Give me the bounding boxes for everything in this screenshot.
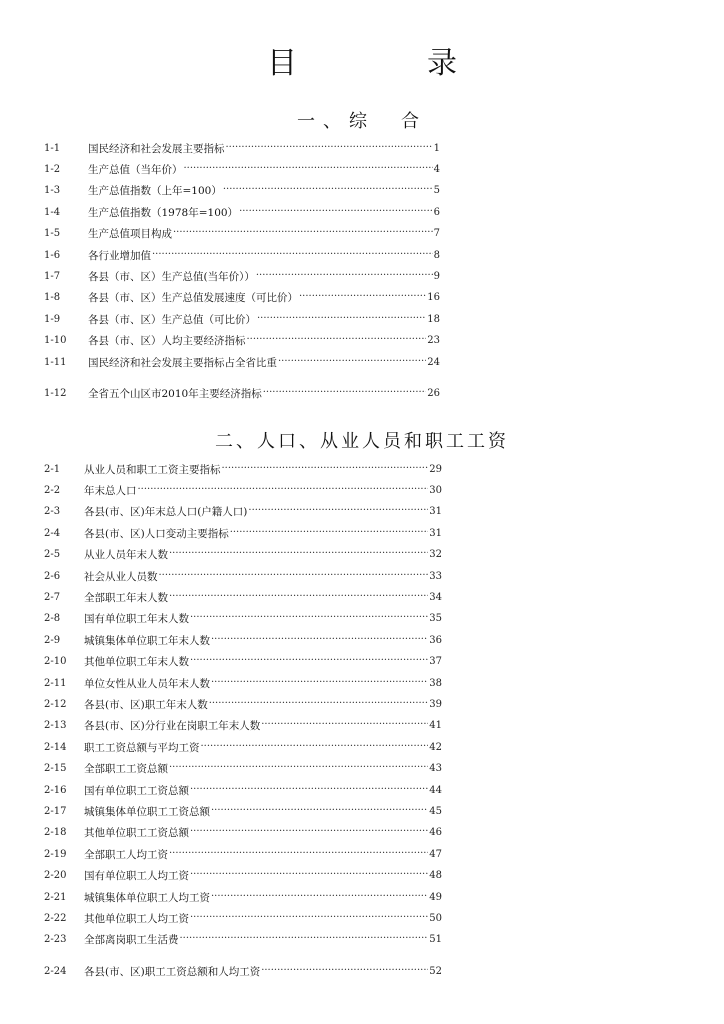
toc-dot-leader [209,698,429,712]
toc-entry[interactable] [44,887,442,908]
toc-dot-leader [173,227,433,241]
toc-entry-number: 1-10 [44,335,67,347]
toc-dot-leader [257,313,426,327]
toc-entry-page: 50 [429,912,442,924]
toc-entry-number: 1-4 [44,206,61,218]
toc-entry-title: 国民经济和社会发展主要指标占全省比重 [88,356,277,369]
toc-entry-title: 国民经济和社会发展主要指标 [88,142,225,155]
toc-dot-leader [226,142,433,156]
toc-entry[interactable] [44,780,442,801]
toc-dot-leader [239,206,433,220]
toc-entry-page: 6 [433,206,440,218]
toc-entry-page: 7 [433,228,440,240]
toc-entry-number: 1-11 [44,356,67,368]
toc-entry-title: 各行业增加值 [88,249,151,262]
toc-dot-leader [223,184,433,198]
toc-entry-page: 16 [427,292,440,304]
toc-entry-number: 2-4 [44,527,61,539]
toc-entry[interactable] [44,961,442,982]
toc-entry-number: 2-20 [44,870,67,882]
toc-entry-title: 城镇集体单位职工工资总额 [84,805,210,818]
toc-entry[interactable] [44,587,442,608]
toc-entry-number: 2-9 [44,634,61,646]
toc-entry[interactable] [44,309,440,330]
toc-dot-leader [299,291,426,305]
toc-entry[interactable] [44,801,442,822]
toc-entry-number: 1-9 [44,313,61,325]
toc-dot-leader [248,505,428,519]
toc-entry[interactable] [44,609,442,630]
toc-dot-leader [211,891,428,905]
toc-entry[interactable] [44,673,442,694]
toc-entry[interactable] [44,352,440,373]
toc-entry-title: 社会从业人员数 [84,570,158,583]
toc-entry-number: 2-22 [44,912,67,924]
toc-entry-number: 2-16 [44,784,67,796]
toc-entry-title: 从业人员和职工工资主要指标 [84,463,221,476]
toc-entry-page: 30 [429,485,442,497]
toc-entry-number: 1-2 [44,164,61,176]
toc-entry-number: 2-5 [44,549,61,561]
toc-entry-page: 24 [427,356,440,368]
toc-dot-leader [261,719,428,733]
toc-entry-title: 国有单位职工工资总额 [84,784,189,797]
toc-entry-title: 城镇集体单位职工人均工资 [84,891,210,904]
toc-entry-number: 2-10 [44,656,67,668]
toc-entry-page: 34 [429,592,442,604]
toc-entry-number: 1-1 [44,142,61,154]
toc-list-general [44,138,440,405]
toc-dot-leader [138,484,429,498]
toc-entry-number: 1-12 [44,387,67,399]
section-heading-general: 一、综 合 [297,111,427,132]
toc-entry-number: 1-5 [44,228,61,240]
toc-entry-title: 国有单位职工年末人数 [84,613,189,626]
toc-entry-page: 38 [429,677,442,689]
toc-entry[interactable] [44,224,440,245]
toc-entry-number: 2-12 [44,698,67,710]
toc-entry-number: 2-24 [44,965,67,977]
toc-entry[interactable] [44,566,442,587]
toc-entry-page: 43 [429,763,442,775]
toc-dot-leader [190,612,428,626]
toc-entry[interactable] [44,844,442,865]
toc-entry[interactable] [44,502,442,523]
toc-entry-page: 31 [429,506,442,518]
toc-dot-leader [211,677,428,691]
toc-entry-number: 1-8 [44,292,61,304]
toc-dot-leader [169,762,428,776]
toc-dot-leader [159,570,429,584]
section-heading-population: 二、人口、从业人员和职工工资 [215,431,509,452]
toc-dot-leader [222,463,429,477]
toc-entry-title: 各县(市、区)职工工资总额和人均工资 [84,965,261,978]
toc-entry-number: 2-11 [44,677,67,689]
toc-entry-title: 生产总值项目构成 [88,228,172,241]
toc-entry-page: 4 [433,164,440,176]
toc-entry-number: 2-23 [44,934,67,946]
toc-entry-page: 39 [429,698,442,710]
toc-dot-leader [190,869,428,883]
toc-entry-page: 29 [429,463,442,475]
toc-entry-page: 31 [429,527,442,539]
toc-entry[interactable] [44,930,442,951]
toc-entry-number: 2-6 [44,570,61,582]
toc-entry-page: 37 [429,656,442,668]
toc-entry-title: 全省五个山区市2010年主要经济指标 [88,387,262,400]
toc-entry-title: 各县(市、区)人口变动主要指标 [84,527,229,540]
toc-entry-title: 城镇集体单位职工年末人数 [84,634,210,647]
toc-dot-leader [278,356,426,370]
toc-entry-title: 各县（市、区）生产总值发展速度（可比价） [88,292,298,305]
page-title: 目 录 [267,46,507,81]
toc-entry-number: 2-3 [44,506,61,518]
toc-entry-page: 51 [429,934,442,946]
toc-entry-page: 48 [429,870,442,882]
toc-entry-page: 44 [429,784,442,796]
toc-entry-page: 33 [429,570,442,582]
toc-entry-title: 职工工资总额与平均工资 [84,741,200,754]
toc-dot-leader [247,334,427,348]
toc-entry-number: 2-15 [44,763,67,775]
toc-dot-leader [190,912,428,926]
toc-entry-page: 8 [433,249,440,261]
toc-entry-page: 18 [427,313,440,325]
toc-entry-page: 26 [427,387,440,399]
toc-entry-title: 各县(市、区)分行业在岗职工年末人数 [84,720,261,733]
toc-dot-leader [263,387,427,401]
toc-entry[interactable] [44,823,442,844]
toc-entry-number: 2-1 [44,463,61,475]
toc-list-population [44,459,442,982]
toc-entry[interactable] [44,908,442,929]
toc-dot-leader [190,784,428,798]
toc-entry-number: 2-8 [44,613,61,625]
toc-entry-page: 9 [433,271,440,283]
toc-entry-title: 其他单位职工年末人数 [84,656,189,669]
toc-entry-number: 2-18 [44,827,67,839]
toc-entry-number: 1-3 [44,185,61,197]
toc-entry[interactable] [44,459,442,480]
toc-entry-page: 45 [429,805,442,817]
toc-entry-title: 全部职工工资总额 [84,763,168,776]
toc-entry-title: 各县（市、区）生产总值(当年价）） [88,271,255,284]
toc-dot-leader [230,527,429,541]
toc-entry[interactable] [44,480,442,501]
toc-entry-number: 2-13 [44,720,67,732]
toc-entry-page: 32 [429,549,442,561]
toc-dot-leader [211,634,428,648]
toc-entry[interactable] [44,181,440,202]
toc-entry-page: 42 [429,741,442,753]
toc-dot-leader [256,270,433,284]
toc-entry-title: 全部职工人均工资 [84,848,168,861]
toc-entry-number: 2-17 [44,805,67,817]
toc-entry[interactable] [44,716,442,737]
toc-entry-title: 全部离岗职工生活费 [84,934,179,947]
toc-dot-leader [169,591,428,605]
toc-entry[interactable] [44,159,440,180]
toc-entry-title: 从业人员年末人数 [84,549,168,562]
toc-entry[interactable] [44,694,442,715]
toc-entry[interactable] [44,331,440,352]
toc-entry-title: 各县(市、区)年末总人口(户籍人口) [84,506,248,519]
toc-entry-number: 2-14 [44,741,67,753]
toc-entry[interactable] [44,523,442,544]
toc-entry-title: 国有单位职工人均工资 [84,870,189,883]
toc-entry-page: 35 [429,613,442,625]
toc-entry-number: 2-19 [44,848,67,860]
toc-entry-page: 47 [429,848,442,860]
toc-entry-title: 生产总值（当年价） [88,164,183,177]
toc-entry-title: 单位女性从业人员年末人数 [84,677,210,690]
toc-entry-title: 其他单位职工工资总额 [84,827,189,840]
toc-entry-title: 全部职工年末人数 [84,592,168,605]
toc-entry-number: 2-2 [44,485,61,497]
toc-dot-leader [169,548,428,562]
toc-entry[interactable] [44,652,442,673]
toc-entry-title: 各县（市、区）人均主要经济指标 [88,335,246,348]
toc-entry-page: 1 [433,142,440,154]
toc-entry-page: 23 [427,335,440,347]
toc-entry[interactable] [44,288,440,309]
toc-entry-number: 1-7 [44,271,61,283]
toc-entry[interactable] [44,245,440,266]
toc-entry-page: 52 [429,965,442,977]
toc-entry-number: 2-21 [44,891,67,903]
toc-entry[interactable] [44,630,442,651]
toc-dot-leader [190,655,428,669]
toc-dot-leader [152,249,433,263]
toc-entry-title: 其他单位职工人均工资 [84,912,189,925]
toc-entry-page: 49 [429,891,442,903]
toc-dot-leader [169,848,428,862]
toc-entry-title: 生产总值指数（1978年=100） [88,206,239,219]
toc-entry[interactable] [44,138,440,159]
toc-entry[interactable] [44,865,442,886]
toc-entry[interactable] [44,758,442,779]
toc-entry-page: 36 [429,634,442,646]
toc-entry[interactable] [44,545,442,566]
toc-entry[interactable] [44,737,442,758]
toc-entry-title: 各县(市、区)职工年末人数 [84,698,208,711]
toc-entry-title: 年末总人口 [84,485,137,498]
toc-entry-title: 各县（市、区）生产总值（可比价） [88,313,256,326]
toc-entry[interactable] [44,383,440,404]
toc-entry-title: 生产总值指数（上年=100） [88,185,222,198]
toc-dot-leader [180,933,429,947]
toc-entry-number: 1-6 [44,249,61,261]
toc-entry-page: 5 [433,185,440,197]
toc-dot-leader [261,965,428,979]
toc-entry-page: 41 [429,720,442,732]
toc-entry[interactable] [44,202,440,223]
toc-entry-page: 46 [429,827,442,839]
toc-dot-leader [211,805,428,819]
toc-dot-leader [184,163,433,177]
toc-entry[interactable] [44,266,440,287]
toc-entry-number: 2-7 [44,592,61,604]
toc-dot-leader [201,741,429,755]
toc-dot-leader [190,826,428,840]
